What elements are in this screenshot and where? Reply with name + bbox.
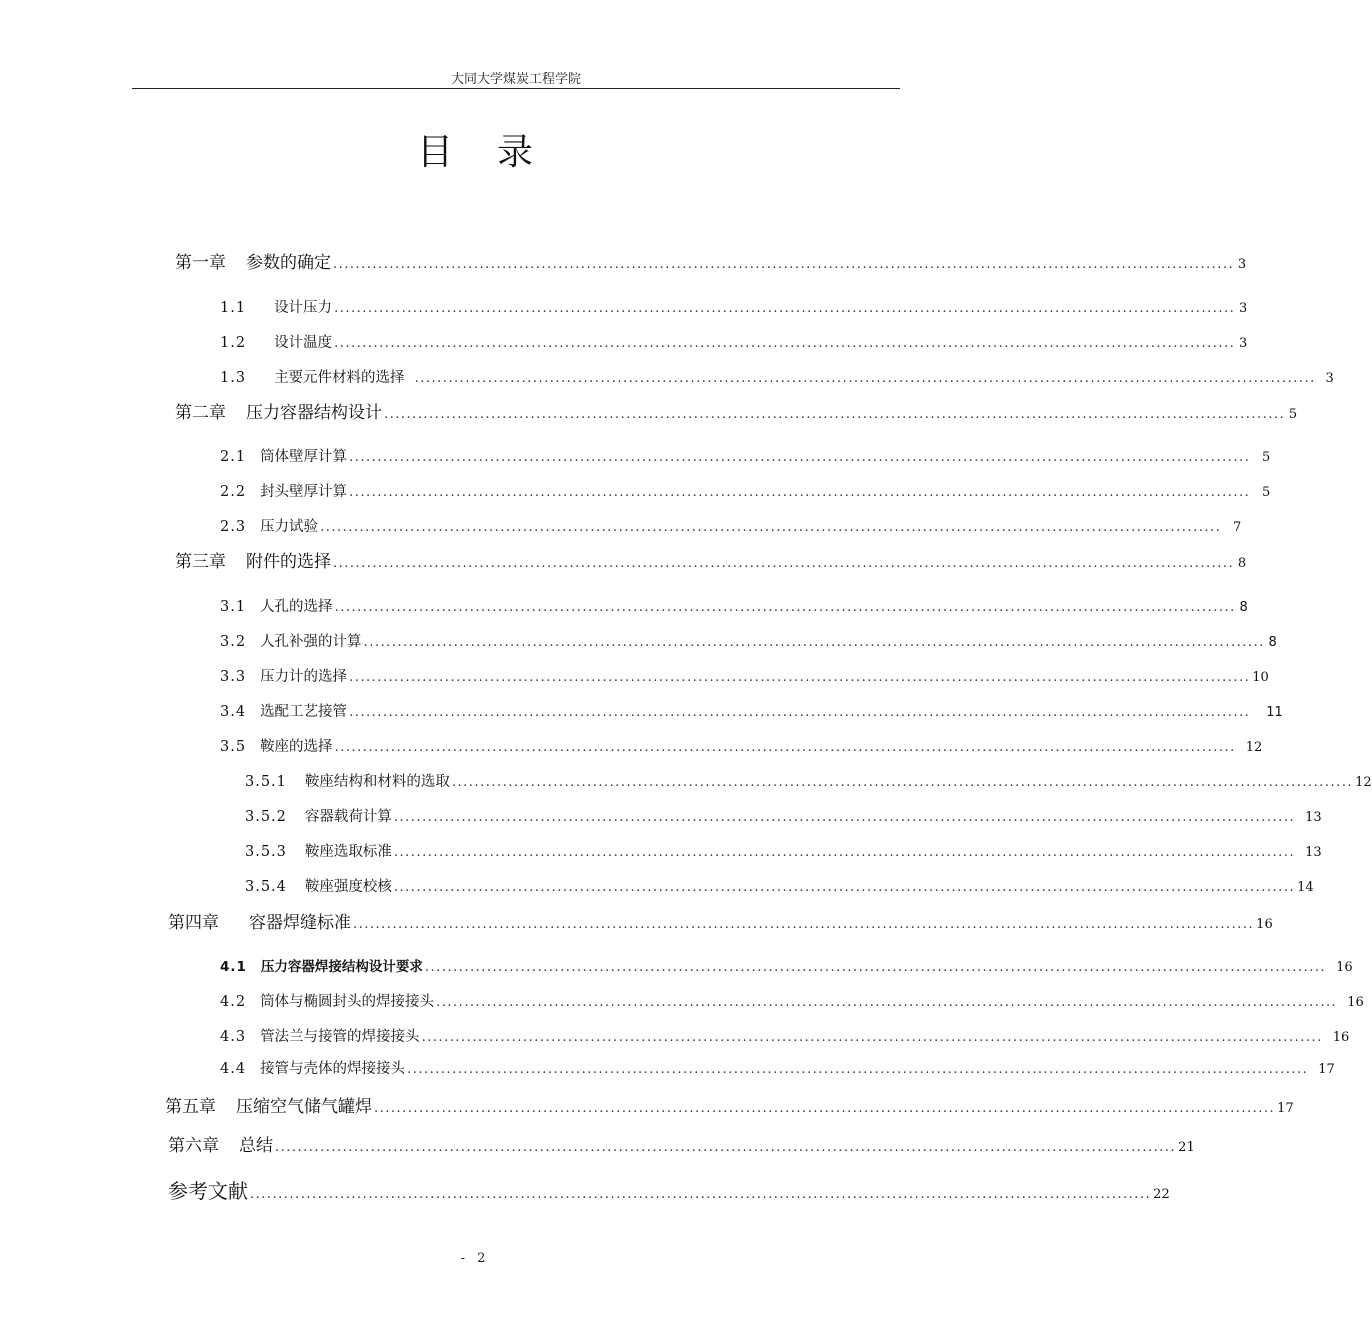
toc-entry-title: 设计压力: [274, 300, 333, 316]
toc-entry-page: 5: [1261, 485, 1271, 500]
toc-entry-page: 13: [1305, 810, 1322, 825]
toc-entry-page: 22: [1153, 1187, 1170, 1202]
toc-leader-dots: ................................................................................................................................................................: [333, 556, 1235, 571]
toc-leader-dots: ................................................................................................................................................................: [349, 450, 1251, 465]
toc-entry-number: 3.5.4: [245, 879, 287, 895]
toc-leader-dots: ................................................................................................................................................................: [320, 520, 1222, 535]
toc-entry-page: 10: [1252, 670, 1269, 685]
toc-entry-title: 鞍座结构和材料的选取: [304, 774, 450, 790]
toc-entry-number: 1.1: [220, 300, 247, 316]
toc-entry-number: 4.2: [220, 994, 247, 1010]
toc-entry-page: 3: [1238, 301, 1248, 316]
toc-entry[interactable]: [165, 1092, 1294, 1117]
toc-leader-dots: ................................................................................................................................................................: [250, 1187, 1152, 1202]
toc-entry[interactable]: [220, 480, 1271, 501]
toc-leader-dots: ................................................................................................................................................................: [424, 960, 1327, 975]
toc-entry-page: 16: [1332, 1030, 1350, 1045]
toc-entry-page: 3: [1325, 371, 1334, 386]
toc-leader-dots: ................................................................................................................................................................: [421, 1030, 1323, 1045]
toc-entry-title: 参数的确定: [246, 253, 331, 273]
toc-entry-number: 第六章: [168, 1136, 219, 1156]
toc-entry-page: 5: [1288, 407, 1298, 422]
toc-entry[interactable]: [220, 515, 1242, 536]
toc-entry[interactable]: [168, 908, 1273, 933]
toc-leader-dots: ................................................................................................................................................................: [451, 775, 1354, 790]
toc-entry[interactable]: [175, 398, 1298, 423]
toc-entry-page: 5: [1261, 450, 1271, 465]
page-header: 大同大学煤炭工程学院: [450, 72, 581, 87]
toc-entry-title: 鞍座的选择: [260, 739, 333, 755]
toc-leader-dots: ................................................................................................................................................................: [393, 810, 1296, 825]
toc-entry-title: 人孔补强的计算: [260, 634, 362, 650]
toc-entry-number: 第四章: [168, 913, 219, 933]
toc-entry-number: 第二章: [175, 403, 226, 423]
toc-entry-number: 1.2: [220, 335, 247, 351]
toc-leader-dots: ................................................................................................................................................................: [414, 371, 1316, 386]
toc-entry[interactable]: [220, 990, 1364, 1011]
toc-entry-page: 11: [1266, 705, 1283, 720]
toc-entry-title: 鞍座选取标准: [304, 844, 392, 860]
toc-entry-page: 17: [1318, 1062, 1335, 1077]
toc-entry-number: 4.1: [220, 959, 247, 975]
toc-entry-title: 接管与壳体的焊接接头: [260, 1061, 406, 1077]
toc-entry-title: 筒体壁厚计算: [260, 449, 348, 465]
toc-entry-page: 16: [1256, 917, 1273, 932]
toc-entry[interactable]: [220, 665, 1269, 686]
toc-entry-number: 3.5.2: [245, 809, 287, 825]
toc-leader-dots: ................................................................................................................................................................: [334, 336, 1236, 351]
toc-entry-title: 鞍座强度校核: [304, 879, 392, 895]
toc-entry[interactable]: [245, 770, 1372, 791]
toc-leader-dots: ................................................................................................................................................................: [275, 1140, 1177, 1155]
toc-entry-page: 13: [1305, 845, 1322, 860]
toc-entry[interactable]: [168, 1175, 1170, 1204]
toc-entry-number: 2.1: [220, 449, 247, 465]
toc-entry[interactable]: [220, 296, 1248, 317]
toc-entry-page: 17: [1277, 1101, 1294, 1116]
toc-entry-number: 第三章: [175, 552, 226, 572]
toc-entry[interactable]: [175, 547, 1247, 572]
toc-entry[interactable]: [220, 955, 1353, 975]
toc-entry-title: 人孔的选择: [260, 599, 333, 615]
toc-entry-title: 压缩空气储气罐焊: [236, 1097, 372, 1117]
toc-leader-dots: ................................................................................................................................................................: [349, 705, 1251, 720]
toc-entry-title: 主要元件材料的选择: [274, 370, 405, 386]
toc-entry-title: 压力试验: [260, 519, 319, 535]
toc-entry-title: 容器焊缝标准: [249, 913, 351, 933]
toc-leader-dots: ................................................................................................................................................................: [353, 917, 1255, 932]
toc-entry-title: 容器载荷计算: [304, 809, 392, 825]
toc-entry[interactable]: [220, 700, 1283, 721]
toc-entry[interactable]: [168, 1131, 1195, 1156]
toc-entry-number: 3.3: [220, 669, 247, 685]
toc-entry-page: 12: [1355, 775, 1372, 790]
toc-entry-number: 3.2: [220, 634, 247, 650]
toc-entry-page: 16: [1347, 995, 1364, 1010]
toc-entry[interactable]: [220, 630, 1277, 651]
page-number: - 2: [460, 1251, 490, 1266]
toc-entry[interactable]: [175, 248, 1247, 273]
toc-entry-title: 参考文献: [168, 1179, 248, 1203]
toc-leader-dots: ................................................................................................................................................................: [393, 845, 1296, 860]
toc-entry-title: 附件的选择: [246, 552, 331, 572]
toc-entry-number: 2.2: [220, 484, 247, 500]
toc-entry-number: 2.3: [220, 519, 247, 535]
toc-entry-number: 1.3: [220, 370, 247, 386]
toc-entry-title: 选配工艺接管: [260, 704, 348, 720]
toc-entry-number: 3.5.3: [245, 844, 287, 860]
toc-leader-dots: ................................................................................................................................................................: [384, 407, 1286, 422]
toc-entry[interactable]: [245, 875, 1314, 896]
toc-entry-page: 3: [1238, 336, 1248, 351]
toc-entry-number: 4.3: [220, 1029, 247, 1045]
toc-entry-page: 12: [1245, 740, 1263, 755]
toc-entry-page: 8: [1268, 635, 1277, 650]
toc-entry-page: 3: [1237, 257, 1247, 272]
toc-entry-title: 筒体与椭圆封头的焊接接头: [260, 994, 435, 1010]
toc-leader-dots: ................................................................................................................................................................: [334, 600, 1236, 615]
toc-entry[interactable]: [220, 1057, 1335, 1078]
toc-leader-dots: ................................................................................................................................................................: [334, 301, 1236, 316]
toc-entry-page: 21: [1178, 1140, 1195, 1155]
toc-entry-number: 第五章: [165, 1097, 216, 1117]
toc-entry-number: 3.1: [220, 599, 247, 615]
toc-entry[interactable]: [220, 366, 1334, 387]
toc-leader-dots: ................................................................................................................................................................: [436, 995, 1338, 1010]
toc-entry-title: 总结: [239, 1136, 273, 1156]
toc-entry-number: 3.4: [220, 704, 247, 720]
toc-entry[interactable]: [220, 595, 1248, 616]
toc-entry-number: 3.5: [220, 739, 247, 755]
page-title: 目录: [416, 132, 577, 173]
toc-entry[interactable]: [245, 840, 1322, 861]
toc-entry-title: 压力容器焊接结构设计要求: [260, 959, 423, 975]
toc-entry-page: 8: [1239, 600, 1248, 615]
toc-entry-page: 7: [1232, 520, 1242, 535]
toc-leader-dots: ................................................................................................................................................................: [349, 485, 1251, 500]
toc-entry[interactable]: [220, 735, 1263, 756]
toc-leader-dots: ................................................................................................................................................................: [334, 740, 1236, 755]
toc-leader-dots: ................................................................................................................................................................: [333, 257, 1235, 272]
toc-entry-title: 压力容器结构设计: [246, 403, 382, 423]
toc-leader-dots: ................................................................................................................................................................: [407, 1062, 1309, 1077]
toc-entry-title: 管法兰与接管的焊接接头: [260, 1029, 420, 1045]
toc-entry-number: 4.4: [220, 1061, 247, 1077]
toc-entry[interactable]: [220, 1025, 1350, 1046]
toc-entry-number: 3.5.1: [245, 774, 287, 790]
toc-entry-number: 第一章: [175, 253, 226, 273]
toc-entry-page: 8: [1237, 556, 1247, 571]
toc-entry[interactable]: [220, 331, 1248, 352]
toc-leader-dots: ................................................................................................................................................................: [374, 1101, 1276, 1116]
toc-entry-page: 14: [1297, 880, 1314, 895]
toc-entry-page: 16: [1336, 960, 1353, 975]
toc-entry[interactable]: [220, 445, 1271, 466]
toc-leader-dots: ................................................................................................................................................................: [363, 635, 1265, 650]
toc-entry-title: 封头壁厚计算: [260, 484, 348, 500]
toc-entry-title: 设计温度: [274, 335, 333, 351]
toc-leader-dots: ................................................................................................................................................................: [393, 880, 1296, 895]
toc-entry[interactable]: [245, 805, 1322, 826]
toc-entry-title: 压力计的选择: [260, 669, 348, 685]
toc-leader-dots: ................................................................................................................................................................: [349, 670, 1251, 685]
